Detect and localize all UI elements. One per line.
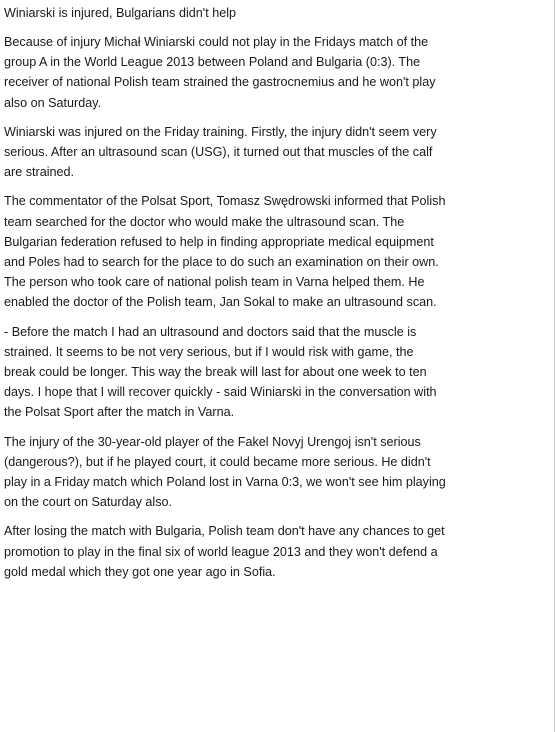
text-line: days. I hope that I will recover quickly - said Winiarski in the conversation with bbox=[4, 385, 437, 400]
paragraph-injury-intro bbox=[4, 32, 544, 113]
paragraph-training-injury bbox=[4, 122, 544, 183]
text-line: Because of injury Michał Winiarski could not play in the Fridays match of the bbox=[4, 35, 429, 49]
text-line: also on Saturday. bbox=[4, 95, 102, 110]
text-line: break could be longer. This way the break will last for about one week to ten bbox=[4, 365, 427, 380]
text-line: and Poles had to search for the place to do such an examination on their own. bbox=[4, 255, 439, 270]
text-line: the Polsat Sport after the match in Varna. bbox=[4, 405, 235, 420]
document-body bbox=[4, 3, 544, 591]
text-line: The commentator of the Polsat Sport, Tomasz Swędrowski informed that Polish bbox=[4, 194, 446, 209]
text-line: enabled the doctor of the Polish team, Jan Sokal to make an ultrasound scan. bbox=[4, 295, 437, 310]
text-line: The injury of the 30-year-old player of the Fakel Novyj Urengoj isn't serious bbox=[4, 434, 421, 449]
text-line: on the court on Saturday also. bbox=[4, 495, 173, 510]
text-line: strained. It seems to be not very serious, but if I would risk with game, the bbox=[4, 344, 414, 359]
text-line: (dangerous?), but if he played court, it could became more serious. He didn't bbox=[4, 454, 431, 469]
text-line: are strained. bbox=[4, 165, 75, 180]
paragraph-quote bbox=[4, 322, 544, 423]
text-line: play in a Friday match which Poland lost in Varna 0:3, we won't see him playing bbox=[4, 475, 446, 490]
text-line: promotion to play in the final six of world league 2013 and they won't defend a bbox=[4, 544, 438, 559]
text-line: - Before the match I had an ultrasound and doctors said that the muscle is bbox=[4, 324, 417, 339]
paragraph-league-outcome bbox=[4, 521, 544, 582]
text-line: The person who took care of national polish team in Varna helped them. He bbox=[4, 275, 425, 290]
text-line: Winiarski was injured on the Friday training. Firstly, the injury didn't seem very bbox=[4, 124, 437, 139]
text-line: receiver of national Polish team strained the gastrocnemius and he won't play bbox=[4, 75, 436, 90]
article-title: Winiarski is injured, Bulgarians didn't help bbox=[4, 6, 237, 20]
paragraph-player-status bbox=[4, 432, 544, 513]
text-line: group A in the World League 2013 between Poland and Bulgaria (0:3). The bbox=[4, 55, 421, 70]
text-line: team searched for the doctor who would make the ultrasound scan. The bbox=[4, 214, 405, 229]
paragraph-commentator bbox=[4, 191, 544, 312]
text-line: Bulgarian federation refused to help in finding appropriate medical equipment bbox=[4, 234, 434, 249]
text-line: gold medal which they got one year ago in Sofia. bbox=[4, 564, 276, 579]
text-line: serious. After an ultrasound scan (USG), it turned out that muscles of the calf bbox=[4, 145, 433, 160]
text-line: After losing the match with Bulgaria, Polish team don't have any chances to get bbox=[4, 524, 445, 539]
